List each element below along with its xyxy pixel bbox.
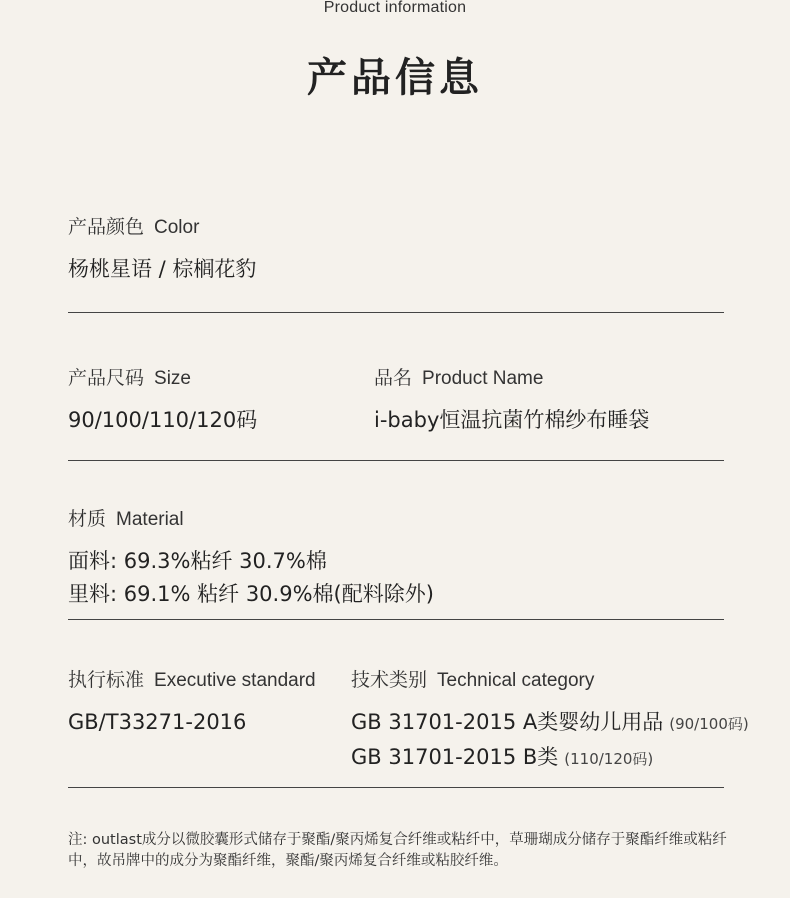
technical-line-b-main: GB 31701-2015 B类 — [351, 745, 559, 769]
technical-label — [351, 665, 749, 692]
material-label-cn: 材质 — [68, 508, 107, 530]
divider — [68, 312, 724, 313]
page-subtitle: Product information — [323, 0, 467, 16]
technical-label-cn: 技术类别 — [351, 669, 428, 691]
product-name-label-cn: 品名 — [374, 367, 413, 389]
product-name-value: i-baby恒温抗菌竹棉纱布睡袋 — [374, 408, 650, 432]
footnote: 注: outlast成分以微胶囊形式储存于聚酯/聚丙烯复合纤维或粘纤中，草珊瑚成分储存于聚酯纤维或粘纤中，故吊牌中的成分为聚酯纤维，聚酯/聚丙烯复合纤维或粘胶纤维。 — [68, 832, 727, 869]
divider — [68, 787, 724, 788]
technical-line-a-note: (90/100码) — [669, 715, 749, 733]
size-value: 90/100/110/120码 — [68, 408, 258, 432]
page-title: 产品信息 — [307, 55, 483, 101]
technical-label-en: Technical category — [437, 670, 595, 691]
material-label-en: Material — [116, 509, 184, 530]
color-value: 杨桃星语 / 棕榈花豹 — [68, 257, 257, 281]
standard-label-cn: 执行标准 — [68, 669, 145, 691]
product-name-label-en: Product Name — [422, 368, 544, 389]
color-label-en: Color — [154, 217, 200, 238]
technical-line-a-main: GB 31701-2015 A类婴幼儿用品 — [351, 710, 664, 734]
size-label-en: Size — [154, 368, 191, 389]
divider — [68, 460, 724, 461]
color-label-cn: 产品颜色 — [68, 216, 145, 238]
divider — [68, 619, 724, 620]
size-label — [68, 363, 257, 390]
material-line-lining: 里料: 69.1% 粘纤 30.9%棉(配料除外) — [68, 582, 434, 606]
technical-line-b-note: (110/120码) — [564, 750, 654, 768]
standard-value: GB/T33271-2016 — [68, 710, 247, 734]
technical-line-a — [351, 706, 749, 741]
standard-label — [68, 665, 316, 692]
technical-line-b — [351, 741, 749, 776]
standard-label-en: Executive standard — [154, 670, 316, 691]
size-label-cn: 产品尺码 — [68, 367, 145, 389]
material-line-outer: 面料: 69.3%粘纤 30.7%棉 — [68, 549, 327, 573]
material-label — [68, 504, 434, 531]
color-label — [68, 212, 256, 239]
product-name-label — [374, 363, 649, 390]
